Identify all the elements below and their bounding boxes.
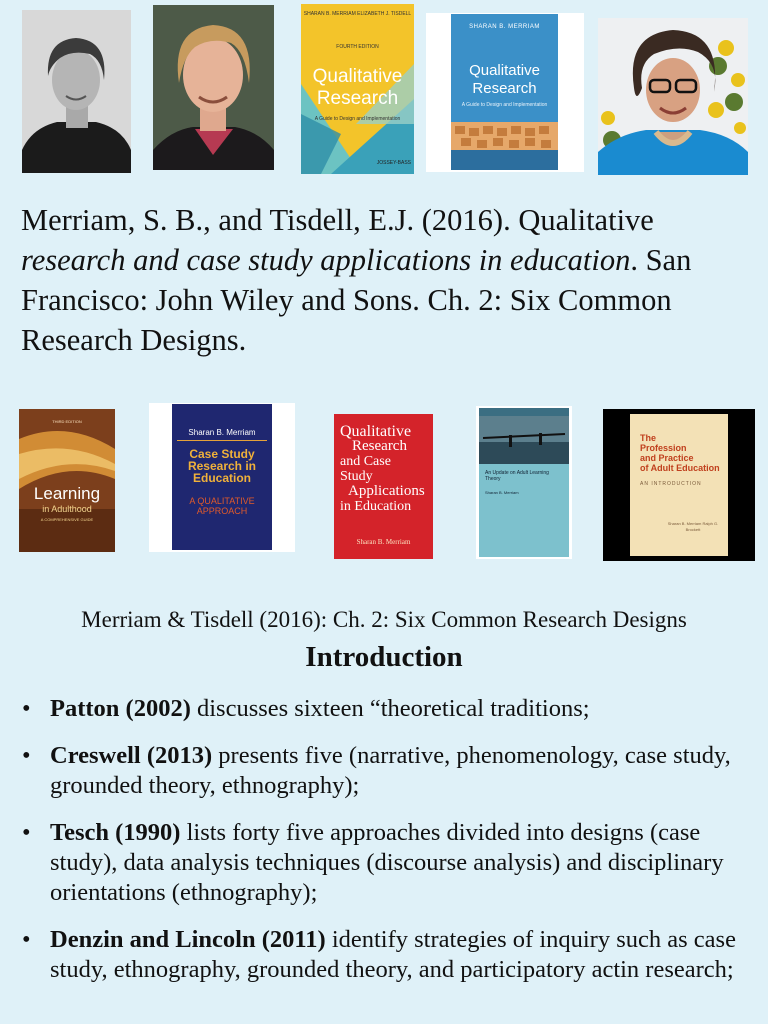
cover1-title-line1: Learning (33, 484, 101, 503)
bullet-item (22, 818, 752, 908)
book-cover-case-study-research (172, 404, 272, 550)
bullet-text: discusses sixteen “theoretical traditions; (190, 695, 590, 722)
cover5-title-line1: The (640, 433, 657, 443)
citation-part2: . San Francisco: John Wiley and Sons. Ch. 2: Six Common Research Designs. (21, 243, 692, 357)
cover2-author: Sharan B. Merriam (188, 428, 256, 437)
bullet-text: identify strategies of inquiry such as case study, ethnography, grounded theory, and participatory actin research; (50, 926, 736, 983)
book1-authors: SHARAN B. MERRIAM ELIZABETH J. TISDELL (303, 11, 412, 17)
book1-publisher: JOSSEY-BASS (376, 160, 411, 166)
cover5-title-line3: and Practice (640, 453, 694, 463)
cover2-subtitle: A QUALITATIVE APPROACH (189, 496, 255, 516)
citation-italic-title: research and case study applications in education (21, 243, 631, 277)
book1-title-line2: Research (316, 88, 399, 109)
cover4-author: Sharan B. Merriam (485, 490, 519, 495)
cover3-title-line1: Qualitative (340, 423, 412, 440)
book2-author: SHARAN B. MERRIAM (469, 24, 540, 30)
book2-title-line1: Qualitative (469, 62, 540, 79)
cover1-subtitle: A COMPREHENSIVE GUIDE (40, 517, 94, 522)
book2-title-line2: Research (472, 80, 537, 97)
cover1-edition: THIRD EDITION (52, 419, 82, 424)
book-cover-profession-and-practice (603, 409, 755, 561)
book1-title-line1: Qualitative (312, 66, 403, 87)
author-portrait-1 (22, 10, 131, 173)
cover1-title-line2: in Adulthood (42, 504, 92, 514)
slide-heading: Introduction (305, 641, 463, 673)
book-cover-adult-learning-theory (479, 408, 569, 557)
cover5-title-line4: of Adult Education (640, 463, 720, 473)
book1-title (301, 66, 414, 110)
citation-part1: Merriam, S. B., and Tisdell, E.J. (2016). Qualitative (21, 203, 654, 237)
cover5-authors: Sharan B. Merriam Ralph G. Brockett (667, 521, 719, 532)
bullet-dot: • (22, 926, 31, 953)
cover2-title: Case Study Research in Education (187, 447, 257, 485)
bullet-dot: • (22, 819, 31, 846)
bullet-source: Tesch (1990) (50, 819, 181, 846)
bullet-source: Patton (2002) (50, 695, 191, 722)
cover3-author: Sharan B. Merriam (356, 538, 411, 546)
cover3-title-line4: Applications (348, 483, 425, 499)
book2-subtitle: A Guide to Design and Implementation (461, 102, 548, 108)
bullet-item (22, 925, 752, 985)
cover3-title-line2: Research (352, 438, 407, 454)
cover4-title: An Update on Adult Learning Theory (485, 470, 549, 482)
author-portrait-3 (598, 18, 748, 175)
bullet-source: Creswell (2013) (50, 742, 213, 769)
slide-subtitle: Merriam & Tisdell (2016): Ch. 2: Six Common Research Designs (81, 607, 687, 632)
citation-text (21, 200, 751, 360)
bullet-list (22, 694, 752, 1002)
bullet-item (22, 741, 752, 801)
cover5-subtitle: AN INTRODUCTION (640, 481, 702, 487)
cover3-title (340, 424, 427, 524)
cover5-title (640, 433, 720, 473)
bullet-text: presents five (narrative, phenomenology, case study, grounded theory, ethnography); (50, 742, 731, 799)
cover3-title-line3: and Case Study (340, 454, 391, 484)
book2-title (451, 62, 558, 98)
cover3-title-line5: in Education (340, 499, 412, 514)
bullet-dot: • (22, 742, 31, 769)
bullet-source: Denzin and Lincoln (2011) (50, 926, 326, 953)
book-cover-qualitative-research-4th (301, 4, 414, 174)
author-portrait-2 (153, 5, 274, 170)
book-cover-qualitative-research-blue (451, 14, 558, 170)
book1-subtitle: A Guide to Design and Implementation (314, 116, 401, 122)
cover2-divider (177, 440, 267, 441)
bullet-dot: • (22, 695, 31, 722)
book-cover-learning-in-adulthood (19, 409, 115, 552)
bullet-text: lists forty five approaches divided into designs (case study), data analysis techniques (discourse analysis) and disciplinary orientations (ethnography); (50, 819, 724, 906)
bullet-item (22, 694, 752, 724)
book1-edition: FOURTH EDITION (336, 44, 379, 50)
book-cover-qualitative-research-case-study (334, 414, 433, 559)
cover5-title-line2: Profession (640, 443, 687, 453)
